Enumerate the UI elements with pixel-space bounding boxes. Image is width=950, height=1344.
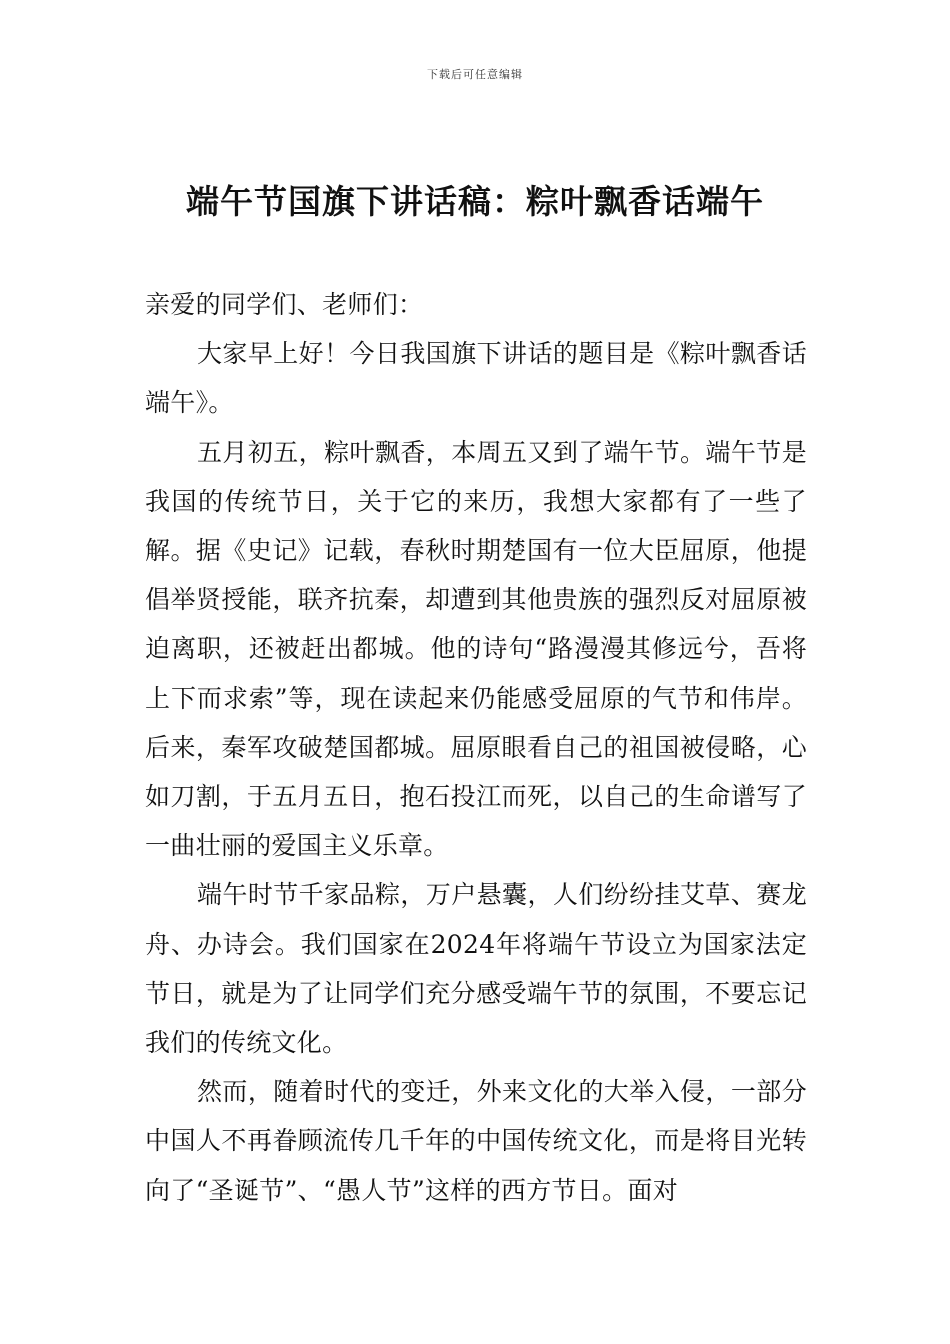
salutation: 亲爱的同学们、老师们：	[145, 290, 424, 319]
header-note: 下载后可任意编辑	[427, 68, 523, 81]
paragraph-western-influence: 然而，随着时代的变迁，外来文化的大举入侵，一部分中国人不再眷顾流传几千年的中国传统文化，而是将目光转向了“圣诞节”、“愚人节”这样的西方节日。面对	[145, 1077, 807, 1205]
paragraph-customs: 端午时节千家品粽，万户悬囊，人们纷纷挂艾草、赛龙舟、办诗会。我们国家在2024年将端午节设立为国家法定节日，就是为了让同学们充分感受端午节的氛围，不要忘记我们的传统文化。	[145, 880, 807, 1058]
document-title: 端午节国旗下讲话稿：粽叶飘香话端午	[186, 182, 764, 221]
paragraph-greeting: 大家早上好！今日我国旗下讲话的题目是《粽叶飘香话端午》。	[145, 339, 807, 418]
document-body	[145, 280, 807, 1215]
paragraph-history: 五月初五，粽叶飘香，本周五又到了端午节。端午节是我国的传统节日，关于它的来历，我想大家都有了一些了解。据《史记》记载，春秋时期楚国有一位大臣屈原，他提倡举贤授能，联齐抗秦，却遭到其他贵族的强烈反对屈原被迫离职，还被赶出都城。他的诗句“路漫漫其修远兮，吾将上下而求索”等，现在读起来仍能感受屈原的气节和伟岸。后来，秦军攻破楚国都城。屈原眼看自己的祖国被侵略，心如刀割，于五月五日，抱石投江而死，以自己的生命谱写了一曲壮丽的爱国主义乐章。	[145, 437, 807, 861]
